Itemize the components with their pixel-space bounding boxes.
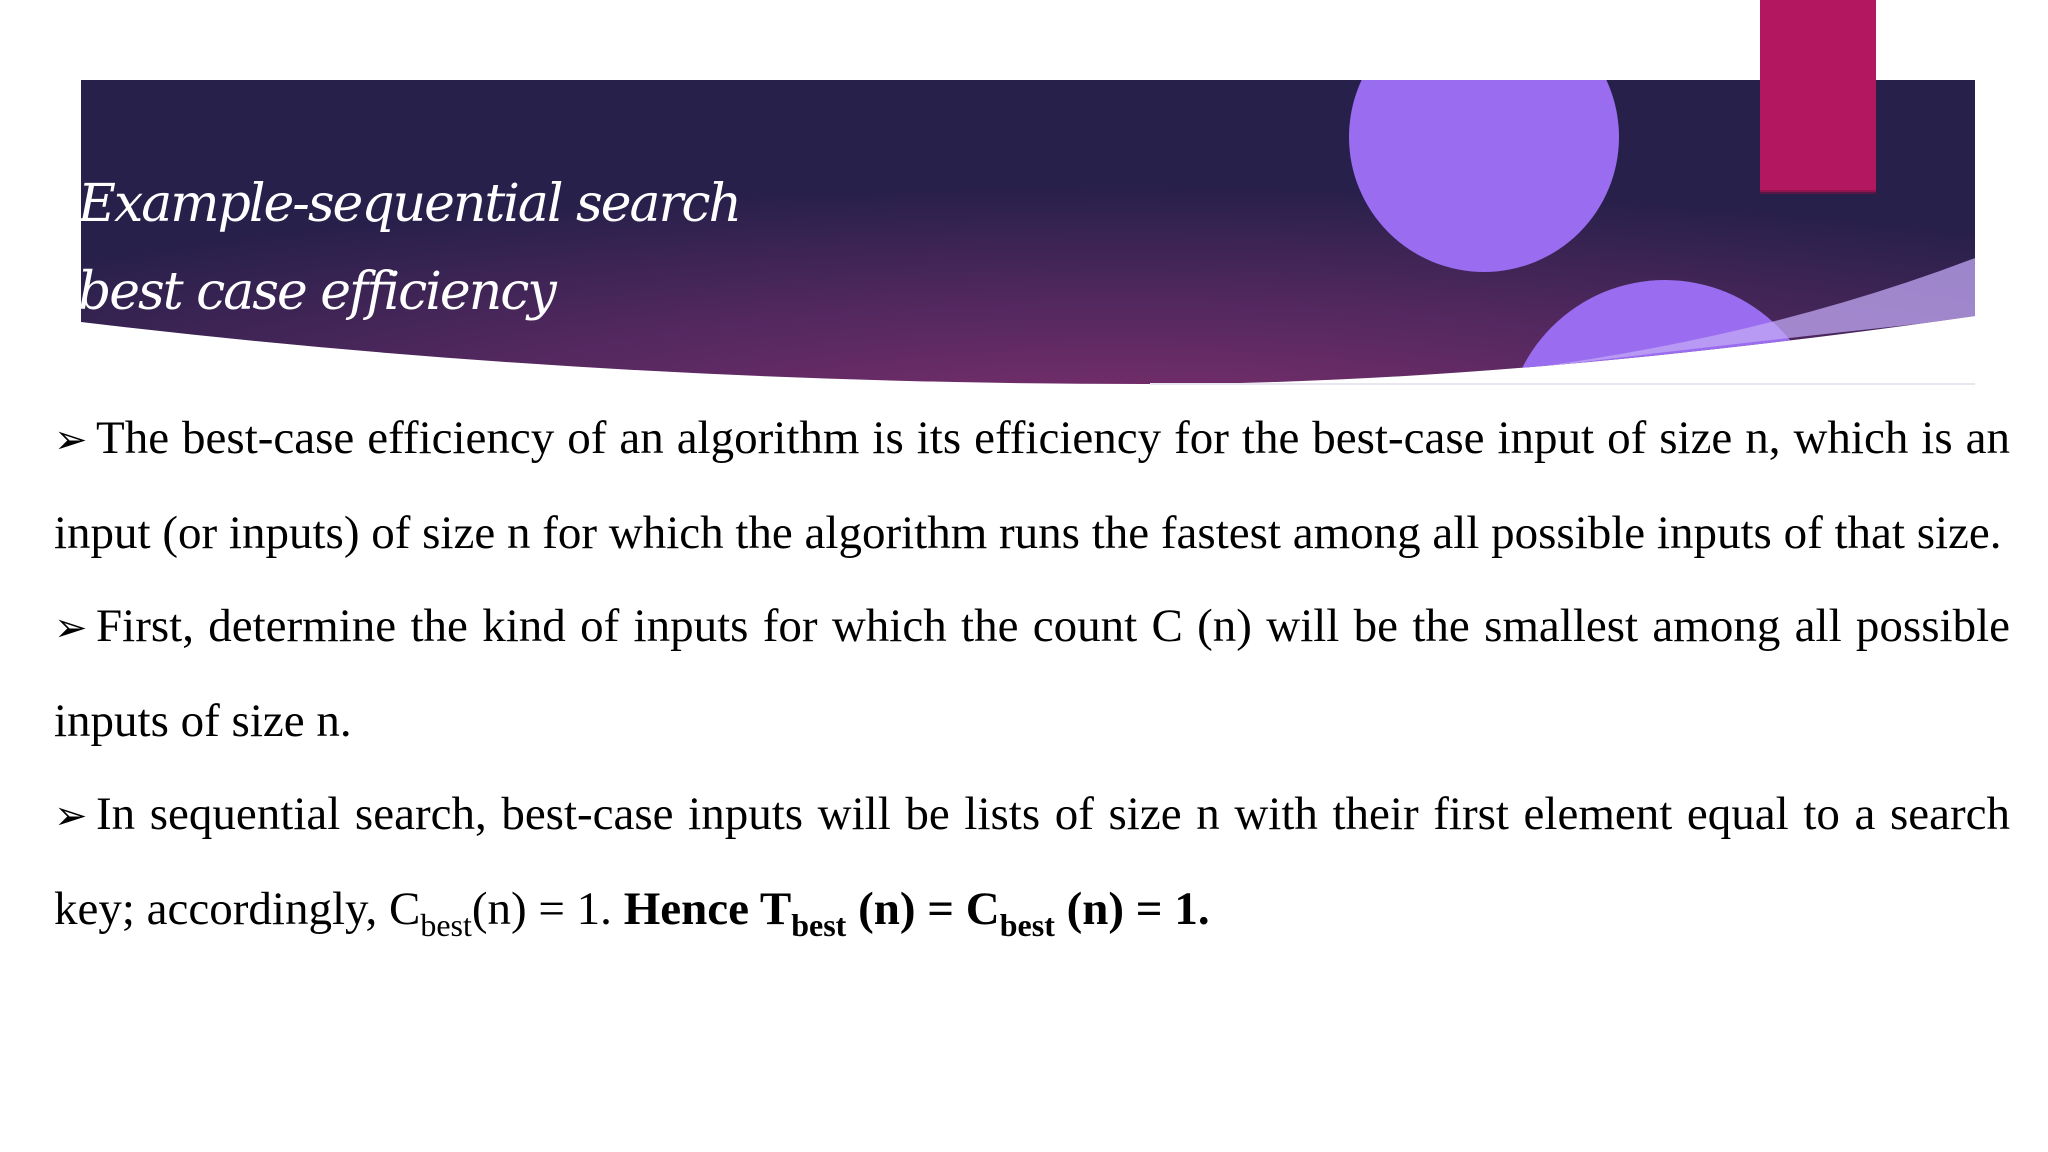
accent-tab (1760, 0, 1876, 192)
formula-bold (623, 883, 1210, 943)
arrow-bullet-icon: ➢ (54, 605, 88, 651)
subscript: best (420, 907, 472, 943)
subscript: best (999, 907, 1055, 943)
formula-text: (n) = 1. (1054, 883, 1210, 935)
bullet-item (54, 768, 2010, 972)
slide-title (78, 160, 978, 336)
decorative-circle-top (1349, 2, 1619, 272)
bullet-text: First, determine the kind of inputs for which the count C (n) will be the smallest among all possible inputs of size n. (54, 600, 2010, 747)
bullet-text: In sequential search, best-case inputs will be lists of size n with their first element equal to a search key; accordingly, C (54, 788, 2010, 935)
bullet-text: The best-case efficiency of an algorithm is its efficiency for the best-case input of size n, which is an input (or inputs) of size n for which the algorithm runs the fastest among all possible inputs of that size. (54, 412, 2010, 559)
arrow-bullet-icon: ➢ (54, 417, 88, 463)
bullet-item (54, 580, 2010, 768)
subscript: best (791, 907, 847, 943)
formula-text: Hence T (623, 883, 792, 935)
bullet-item (54, 392, 2010, 580)
bullet-list (54, 392, 2010, 972)
title-line-1: Example-sequential search (78, 174, 740, 234)
bullet-text: (n) = 1. (471, 883, 624, 935)
title-line-2: best case efficiency (78, 262, 555, 322)
formula-text: (n) = C (846, 883, 1000, 935)
arrow-bullet-icon: ➢ (54, 793, 88, 839)
